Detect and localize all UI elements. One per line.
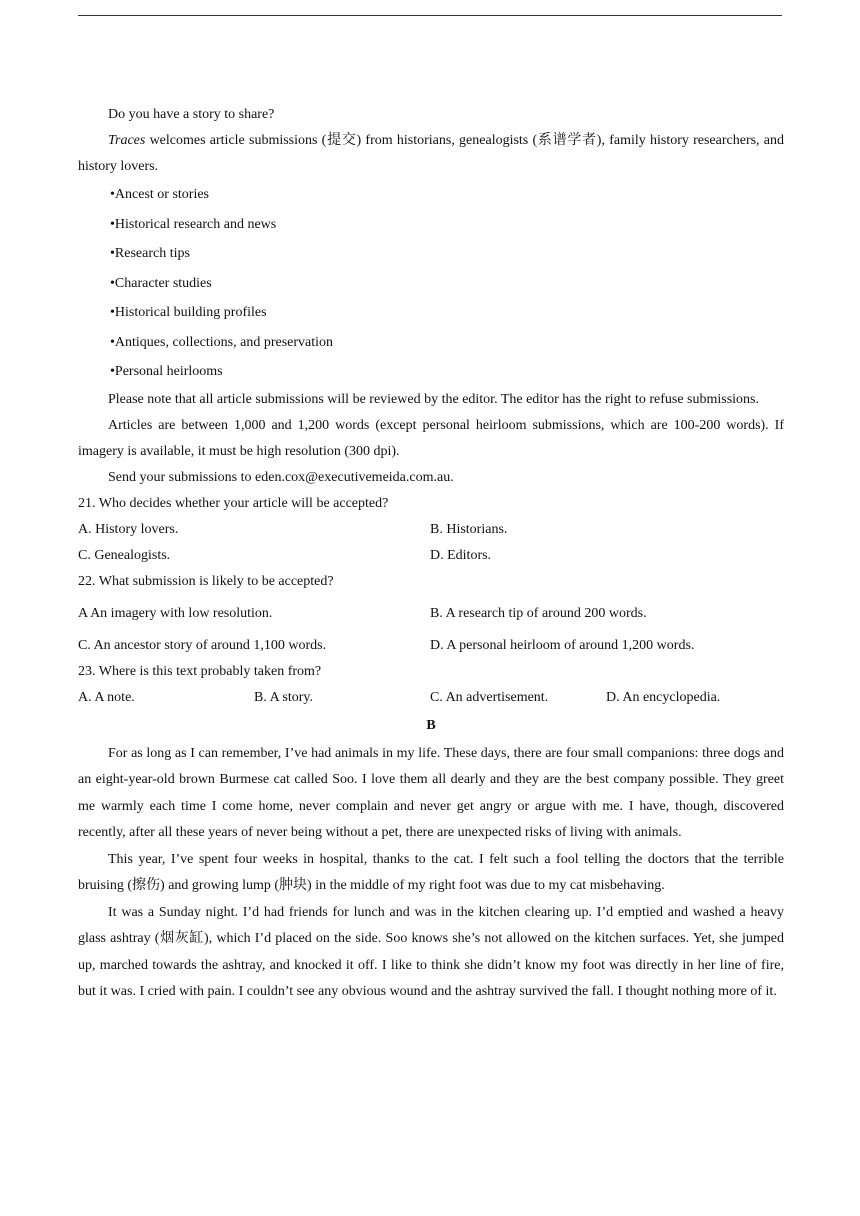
- document-body: [78, 102, 784, 1006]
- list-item-label: Research tips: [114, 246, 190, 261]
- question-22-options-row-2: [78, 633, 784, 659]
- list-item-label: Antiques, collections, and preservation: [114, 334, 334, 350]
- question-21-option-a[interactable]: A. History lovers.: [78, 521, 179, 537]
- section-b-heading: B: [426, 717, 436, 733]
- list-item-label: Personal heirlooms: [114, 364, 223, 379]
- question-21-option-d[interactable]: D. Editors.: [430, 547, 492, 563]
- list-item: [78, 210, 784, 240]
- question-23-option-d[interactable]: D. An encyclopedia.: [606, 689, 721, 705]
- welcome-paragraph: [78, 128, 784, 180]
- question-21-stem: 21. Who decides whether your article will be accepted?: [78, 495, 389, 511]
- submission-topics-list: [78, 180, 784, 387]
- question-21-options-row-1: [78, 517, 784, 543]
- question-22-stem: 22. What submission is likely to be accepted?: [78, 573, 334, 589]
- question-22-option-b[interactable]: B. A research tip of around 200 words.: [430, 605, 647, 621]
- question-23-options-row: [78, 685, 784, 711]
- question-23-option-b[interactable]: B. A story.: [254, 689, 313, 705]
- question-23-stem: 23. Where is this text probably taken from?: [78, 663, 322, 679]
- question-21-option-b[interactable]: B. Historians.: [430, 521, 508, 537]
- bullet-icon: •: [110, 187, 115, 202]
- story-paragraph: This year, I’ve spent four weeks in hospital, thanks to the cat. I felt such a fool telling the doctors that the terrible bruising (擦伤) and growing lump (肿块) in the middle of my right foot was due to my cat misbehaving.: [78, 851, 784, 893]
- list-item: [78, 269, 784, 299]
- story-paragraph: For as long as I can remember, I’ve had animals in my life. These days, there are four small companions: three dogs and an eight-year-old brown Burmese cat called Soo. I love them all dearly and they are the best company possible. They greet me warmly each time I come home, never complain and never get angry or argue with me. I have, though, discovered recently, after all these years of never being without a pet, there are unexpected risks of living with animals.: [78, 745, 784, 840]
- section-b-passage: [78, 741, 784, 1006]
- review-note: Please note that all article submissions will be reviewed by the editor. The editor has the right to refuse submissions.: [108, 391, 759, 407]
- bullet-icon: •: [110, 216, 115, 232]
- list-item: [78, 239, 784, 269]
- list-item: [78, 298, 784, 328]
- header-rule: [78, 15, 782, 16]
- bullet-icon: •: [110, 275, 115, 291]
- list-item-label: Ancest or stories: [114, 187, 209, 202]
- bullet-icon: •: [110, 305, 115, 320]
- question-23-option-c[interactable]: C. An advertisement.: [430, 689, 549, 705]
- question-21-option-c[interactable]: C. Genealogists.: [78, 547, 171, 563]
- welcome-text: welcomes article submissions (提交) from historians, genealogists (系谱学者), family history researchers, and history lovers.: [78, 133, 784, 174]
- question-22-option-d[interactable]: D. A personal heirloom of around 1,200 words.: [430, 637, 695, 653]
- length-note: Articles are between 1,000 and 1,200 words (except personal heirloom submissions, which are 100-200 words). If imagery is available, it must be high resolution (300 dpi).: [78, 417, 784, 459]
- list-item: [78, 328, 784, 358]
- bullet-icon: •: [110, 364, 115, 379]
- list-item: [78, 180, 784, 210]
- bullet-icon: •: [110, 246, 115, 261]
- bullet-icon: •: [110, 334, 115, 350]
- list-item: [78, 357, 784, 387]
- list-item-label: Character studies: [114, 275, 212, 291]
- send-note: Send your submissions to eden.cox@executivemeida.com.au.: [108, 469, 454, 485]
- question-23-option-a[interactable]: A. A note.: [78, 689, 135, 705]
- intro-line: Do you have a story to share?: [108, 107, 275, 122]
- list-item-label: Historical building profiles: [114, 305, 267, 320]
- magazine-title: Traces: [108, 133, 146, 148]
- question-22-options-row-1: [78, 595, 784, 633]
- story-paragraph: It was a Sunday night. I’d had friends for lunch and was in the kitchen clearing up. I’d emptied and washed a heavy glass ashtray (烟灰缸), which I’d placed on the side. Soo knows she’s not allowed on the kitchen surfaces. Yet, she jumped up, marched towards the ashtray, and knocked it off. I like to think she didn’t know my foot was directly in her line of fire, but it was. I cried with pain. I couldn’t see any obvious wound and the ashtray survived the fall. I thought nothing more of it.: [78, 904, 784, 999]
- question-22-option-c[interactable]: C. An ancestor story of around 1,100 words.: [78, 637, 327, 653]
- question-22-option-a[interactable]: A An imagery with low resolution.: [78, 605, 273, 621]
- list-item-label: Historical research and news: [114, 216, 277, 232]
- question-21-options-row-2: [78, 543, 784, 569]
